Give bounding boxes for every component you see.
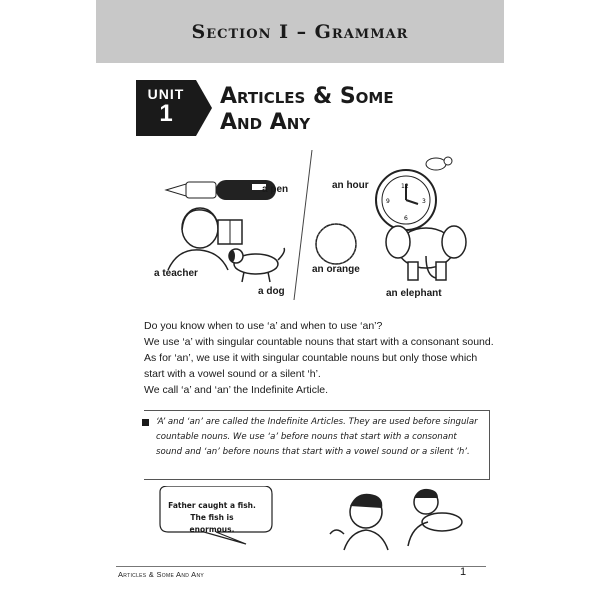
speech-text: Father caught a fish. The fish is enormous. [168, 501, 256, 534]
divider-line [294, 150, 312, 300]
svg-text:9: 9 [386, 198, 390, 205]
footer-title: Articles & Some And Any [118, 570, 205, 579]
unit-number: 1 [159, 100, 173, 127]
body-line-4: We call ‘a’ and ‘an’ the Indefinite Article. [144, 384, 329, 396]
section-header [96, 0, 504, 63]
label-teacher: a teacher [154, 268, 198, 279]
elephant-illustration [386, 226, 466, 280]
svg-text:3: 3 [422, 198, 426, 205]
svg-text:12: 12 [401, 183, 409, 190]
body-text [144, 318, 494, 398]
clock-illustration [376, 170, 436, 230]
body-line-3: As for ‘an’, we use it with singular countable nouns but only those which start with a vowel sound or a silent ‘h’. [144, 352, 478, 380]
unit-title [220, 84, 394, 136]
unit-arrow [196, 80, 212, 136]
man-illustration [330, 494, 388, 550]
bullet-icon [142, 419, 149, 426]
page-number: 1 [460, 566, 467, 578]
unit-badge [136, 80, 196, 136]
boy-illustration [408, 489, 462, 546]
pen-illustration [166, 180, 276, 200]
note-box [144, 410, 490, 480]
svg-text:6: 6 [404, 215, 408, 222]
unit-label: UNIT [147, 86, 185, 102]
label-orange: an orange [312, 264, 360, 275]
label-pen: a pen [262, 184, 289, 195]
label-hour: an hour [332, 180, 369, 191]
illustration-panel [144, 150, 484, 305]
label-dog: a dog [258, 286, 285, 297]
unit-title-line1: Articles & Some [220, 84, 394, 109]
body-line-1: Do you know when to use ‘a’ and when to use ‘an’? [144, 320, 383, 332]
bird-illustration [426, 157, 452, 170]
unit-title-line2: And Any [220, 110, 311, 135]
body-line-2: We use ‘a’ with singular countable nouns that start with a consonant sound. [144, 336, 494, 348]
section-title: Section I – Grammar [191, 20, 409, 43]
orange-illustration [316, 224, 356, 264]
note-text: ‘A’ and ‘an’ are called the Indefinite Articles. They are used before singular countable nouns. We use ‘a’ before nouns that start with a consonant sound and ‘an’ before nouns that start with a vowel sound or a silent ‘h’. [156, 417, 478, 457]
dog-illustration [229, 248, 284, 282]
page [96, 0, 504, 600]
label-elephant: an elephant [386, 288, 442, 299]
footer-rule [116, 566, 486, 567]
